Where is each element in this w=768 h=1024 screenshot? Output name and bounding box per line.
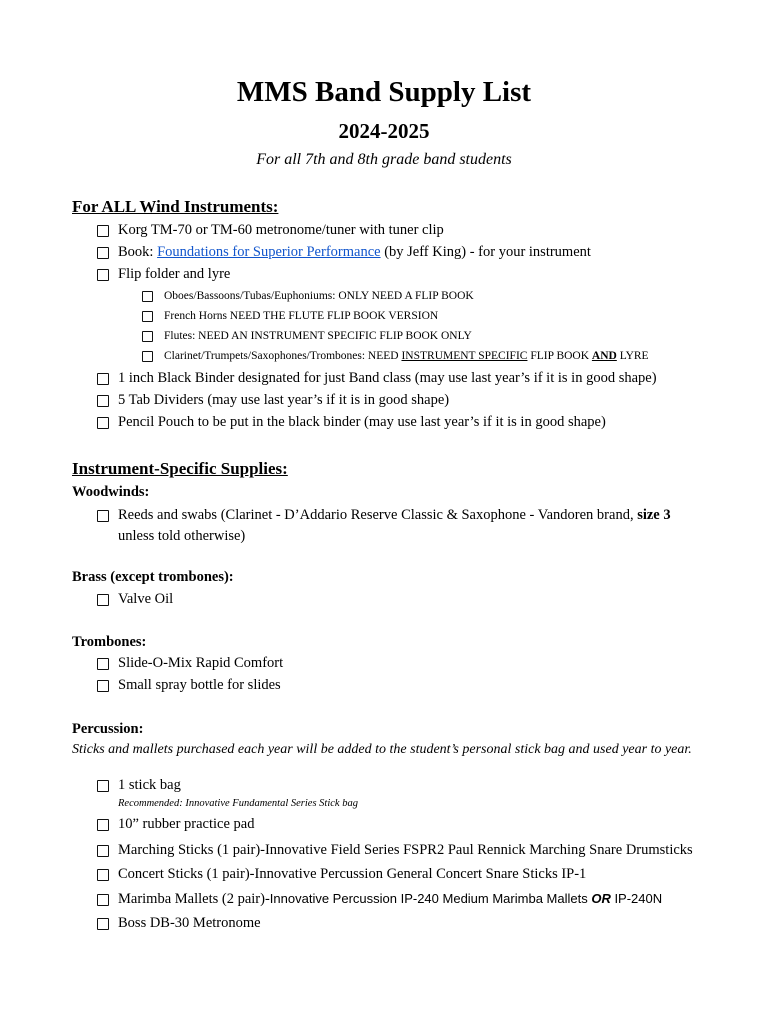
book-link[interactable]: Foundations for Superior Performance (157, 244, 381, 260)
checkbox[interactable] (97, 780, 109, 792)
item-text (118, 891, 662, 908)
list-item-stick-bag (97, 777, 181, 794)
checkbox[interactable] (97, 658, 109, 670)
sub-item-oboes (142, 290, 474, 302)
checkbox[interactable] (97, 395, 109, 407)
section-heading-wind: For ALL Wind Instruments: (72, 197, 279, 216)
list-item-book (97, 244, 591, 261)
item-text: Valve Oil (118, 591, 174, 607)
item-text: 1 inch Black Binder designated for just Band class (may use last year’s if it is in good shape) (118, 370, 657, 386)
item-text: 5 Tab Dividers (may use last year’s if it is in good shape) (118, 392, 450, 408)
item-text: 10” rubber practice pad (118, 816, 255, 832)
list-item-valve-oil (97, 591, 173, 608)
clar-and: AND (591, 350, 617, 362)
sub-item-clarinets (142, 350, 649, 362)
item-text: Flip folder and lyre (118, 266, 231, 282)
checkbox[interactable] (142, 291, 153, 302)
list-item-marimba-mallets (97, 891, 662, 908)
checkbox[interactable] (97, 845, 109, 857)
list-item-metronome (97, 222, 444, 239)
item-text: 1 stick bag (118, 777, 181, 793)
item-text (164, 350, 649, 362)
checkbox[interactable] (97, 225, 109, 237)
reeds-suffix: unless told otherwise) (118, 528, 246, 544)
school-year: 2024-2025 (338, 119, 430, 143)
checkbox[interactable] (142, 311, 153, 322)
list-item-dividers (97, 392, 449, 409)
clar-mid: FLIP BOOK (527, 350, 592, 362)
item-text: Concert Sticks (1 pair)-Innovative Percussion General Concert Snare Sticks IP-1 (118, 866, 587, 882)
list-item-flip-folder (97, 266, 230, 283)
item-text: Flutes: NEED AN INSTRUMENT SPECIFIC FLIP BOOK ONLY (164, 330, 472, 342)
book-suffix: (by Jeff King) - for your instrument (380, 244, 591, 260)
reeds-size: size 3 (637, 507, 671, 523)
clar-suffix: LYRE (616, 350, 649, 362)
sub-item-french-horns (142, 310, 438, 322)
item-text (118, 505, 697, 547)
item-text: Oboes/Bassoons/Tubas/Euphoniums: ONLY NEED A FLIP BOOK (164, 290, 474, 302)
checkbox[interactable] (97, 594, 109, 606)
list-item-slide-o-mix (97, 655, 283, 672)
list-item-pencil-pouch (97, 414, 606, 431)
marimba-or: OR (591, 891, 611, 906)
marimba-mallets: Innovative Percussion IP-240 Medium Marimba Mallets (269, 891, 592, 906)
page-title: MMS Band Supply List (236, 76, 532, 108)
checkbox[interactable] (97, 869, 109, 881)
subtitle: For all 7th and 8th grade band students (256, 151, 512, 168)
marimba-prefix: Marimba Mallets (2 pair)- (118, 891, 270, 907)
item-text: Small spray bottle for slides (118, 677, 281, 693)
checkbox[interactable] (97, 247, 109, 259)
item-text: Korg TM-70 or TM-60 metronome/tuner with tuner clip (118, 222, 444, 238)
item-text: Boss DB-30 Metronome (118, 915, 261, 931)
checkbox[interactable] (142, 351, 153, 362)
clar-underlined: INSTRUMENT SPECIFIC (401, 350, 528, 362)
list-item-reeds (97, 505, 697, 547)
checkbox[interactable] (97, 373, 109, 385)
list-item-boss-metronome (97, 915, 261, 932)
section-heading-instrument-specific: Instrument-Specific Supplies: (72, 459, 288, 478)
item-text: Marching Sticks (1 pair)-Innovative Field Series FSPR2 Paul Rennick Marching Snare Drumsticks (118, 842, 693, 858)
clar-prefix: Clarinet/Trumpets/Saxophones/Trombones: NEED (164, 350, 402, 362)
checkbox[interactable] (97, 894, 109, 906)
percussion-note: Sticks and mallets purchased each year will be added to the student’s personal stick bag and used year to year. (72, 742, 692, 757)
list-item-binder (97, 370, 657, 387)
reeds-prefix: Reeds and swabs (Clarinet - D’Addario Reserve Classic & Saxophone - Vandoren brand, (118, 507, 638, 523)
subheading-percussion: Percussion: (72, 721, 144, 737)
marimba-suffix: IP-240N (610, 891, 663, 906)
list-item-concert-sticks (97, 866, 586, 883)
checkbox[interactable] (97, 918, 109, 930)
subheading-woodwinds: Woodwinds: (72, 484, 150, 500)
checkbox[interactable] (97, 417, 109, 429)
list-item-spray-bottle (97, 677, 281, 694)
item-text: Slide-O-Mix Rapid Comfort (118, 655, 284, 671)
subheading-brass: Brass (except trombones): (72, 569, 234, 585)
checkbox[interactable] (97, 269, 109, 281)
sub-item-flutes (142, 330, 472, 342)
checkbox[interactable] (142, 331, 153, 342)
recommended-note: Recommended: Innovative Fundamental Series Stick bag (118, 798, 358, 809)
item-text (118, 244, 591, 261)
checkbox[interactable] (97, 510, 109, 522)
list-item-marching-sticks (97, 842, 693, 859)
book-prefix: Book: (118, 244, 158, 260)
list-item-practice-pad (97, 816, 254, 833)
item-text: Pencil Pouch to be put in the black binder (may use last year’s if it is in good shape) (118, 414, 606, 430)
subheading-trombones: Trombones: (72, 634, 147, 650)
checkbox[interactable] (97, 680, 109, 692)
checkbox[interactable] (97, 819, 109, 831)
item-text: French Horns NEED THE FLUTE FLIP BOOK VERSION (164, 310, 439, 322)
